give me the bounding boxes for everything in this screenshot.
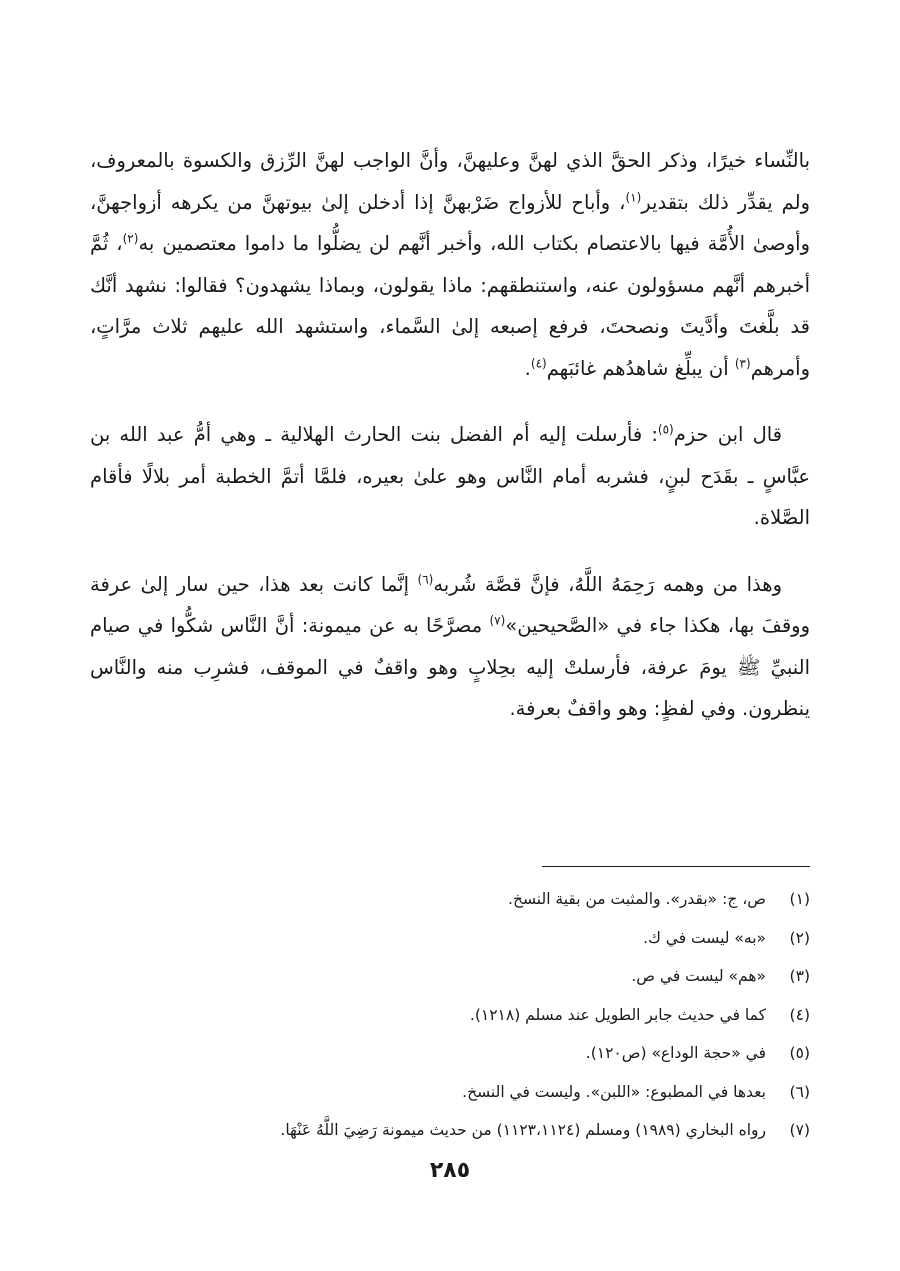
footnote-ref-4: (٤): [530, 356, 547, 370]
footnotes-list: [90, 880, 810, 1150]
footnote-item: [90, 1073, 810, 1112]
main-text: [90, 140, 810, 755]
footnote-ref-2: (٢): [122, 231, 139, 246]
text-run: إنَّما كانت بعد هذا، حين سار إلىٰ عرفة ووقفَ بها، هكذا جاء في «الصَّحيحين»: [90, 572, 810, 637]
text-run: بالنِّساء خيرًا، وذكر الحقَّ الذي لهنَّ وعليهنَّ، وأنَّ الواجب لهنَّ الرِّزق والكسوة بالمعروف، ولم يقدِّر ذلك بتقدير: [90, 149, 810, 214]
page-number: ٢٨٥: [429, 1158, 471, 1183]
footnote-text: بعدها في المطبوع: «اللبن». وليست في النسخ.: [462, 1082, 766, 1101]
text-run: ، وأباح للأزواج ضَرْبهنَّ إذا أدخلن إلىٰ بيوتهنَّ من يكرهه أزواجهنَّ، وأوصىٰ الأُمَّة فيها بالاعتصام بكتاب الله، وأخبر أنَّهم لن يضلُّوا ما داموا معتصمين به: [90, 190, 810, 255]
footnote-text: رواه البخاري (١٩٨٩) ومسلم (١١٢٣،١١٢٤) من حديث ميمونة رَضِيَ اللَّهُ عَنْهَا.: [280, 1121, 766, 1139]
footnote-number: (٥): [789, 1044, 810, 1062]
footnote-ref-7: (٧): [489, 613, 506, 628]
footnote-item: [90, 957, 810, 996]
footnote-text: ص، ج: «بقدر». والمثبت من بقية النسخ.: [508, 890, 766, 908]
text-run: مصرَّحًا به عن ميمونة: أنَّ النَّاس شكُّوا في صيام النبيِّ ﷺ يومَ عرفة، فأرسلتْ إليه بحِلابٍ وهو واقفٌ في الموقف، فشرِب منه والنَّاس ينظرون. وفي لفظٍ: وهو واقفٌ بعرفة.: [90, 614, 810, 720]
text-run: : فأرسلت إليه أم الفضل بنت الحارث الهلالية ـ وهي أمُّ عبد الله بن عبَّاسٍ ـ بقَدَح لبنٍ، فشربه أمام النَّاس وهو علىٰ بعيره، فلمَّا أتمَّ الخطبة أمر بلالًا فأقام الصَّلاة.: [90, 423, 810, 529]
footnote-number: (٢): [789, 928, 810, 947]
footnote-item: [90, 1111, 810, 1150]
text-run: أن يبلِّغ شاهدُهم غائبَهم: [546, 356, 735, 380]
footnote-item: [90, 996, 810, 1035]
paragraph-2: [90, 414, 810, 539]
footnote-ref-5: (٥): [657, 422, 674, 437]
footnote-number: (٦): [789, 1082, 810, 1101]
footnote-item: [90, 880, 810, 919]
footnote-item: [90, 1034, 810, 1073]
footnote-item: [90, 919, 810, 958]
text-run: .: [524, 356, 531, 380]
footnote-number: (٤): [789, 1005, 810, 1024]
footnote-number: (٧): [789, 1121, 810, 1139]
footnote-ref-1: (١): [625, 190, 642, 204]
paragraph-1: [90, 140, 810, 389]
footnote-divider: [542, 866, 810, 867]
footnote-text: «هم» ليست في ص.: [631, 967, 766, 985]
text-run: ، ثُمَّ أخبرهم أنَّهم مسؤولون عنه، واستنطقهم: ماذا يقولون، وبماذا يشهدون؟ فقالوا: نشهد أنَّك قد بلَّغتَ وأدَّيتَ ونصحتَ، فرفع إصبعه إلىٰ السَّماء، واستشهد الله عليهم ثلاث مرَّاتٍ، وأمرهم: [90, 232, 810, 380]
footnote-text: «به» ليست في ك.: [643, 928, 766, 947]
footnote-ref-3: (٣): [734, 356, 751, 370]
footnote-number: (١): [789, 890, 810, 908]
footnote-number: (٣): [789, 967, 810, 985]
footnote-text: كما في حديث جابر الطويل عند مسلم (١٢١٨).: [469, 1005, 766, 1024]
text-run: وهذا من وهمه رَحِمَهُ اللَّهُ، فإنَّ قصَّة شُربه: [433, 572, 782, 596]
text-run: قال ابن حزم: [673, 423, 782, 446]
footnote-ref-6: (٦): [417, 572, 434, 586]
paragraph-3: [90, 564, 810, 730]
footnote-text: في «حجة الوداع» (ص١٢٠).: [585, 1044, 766, 1062]
